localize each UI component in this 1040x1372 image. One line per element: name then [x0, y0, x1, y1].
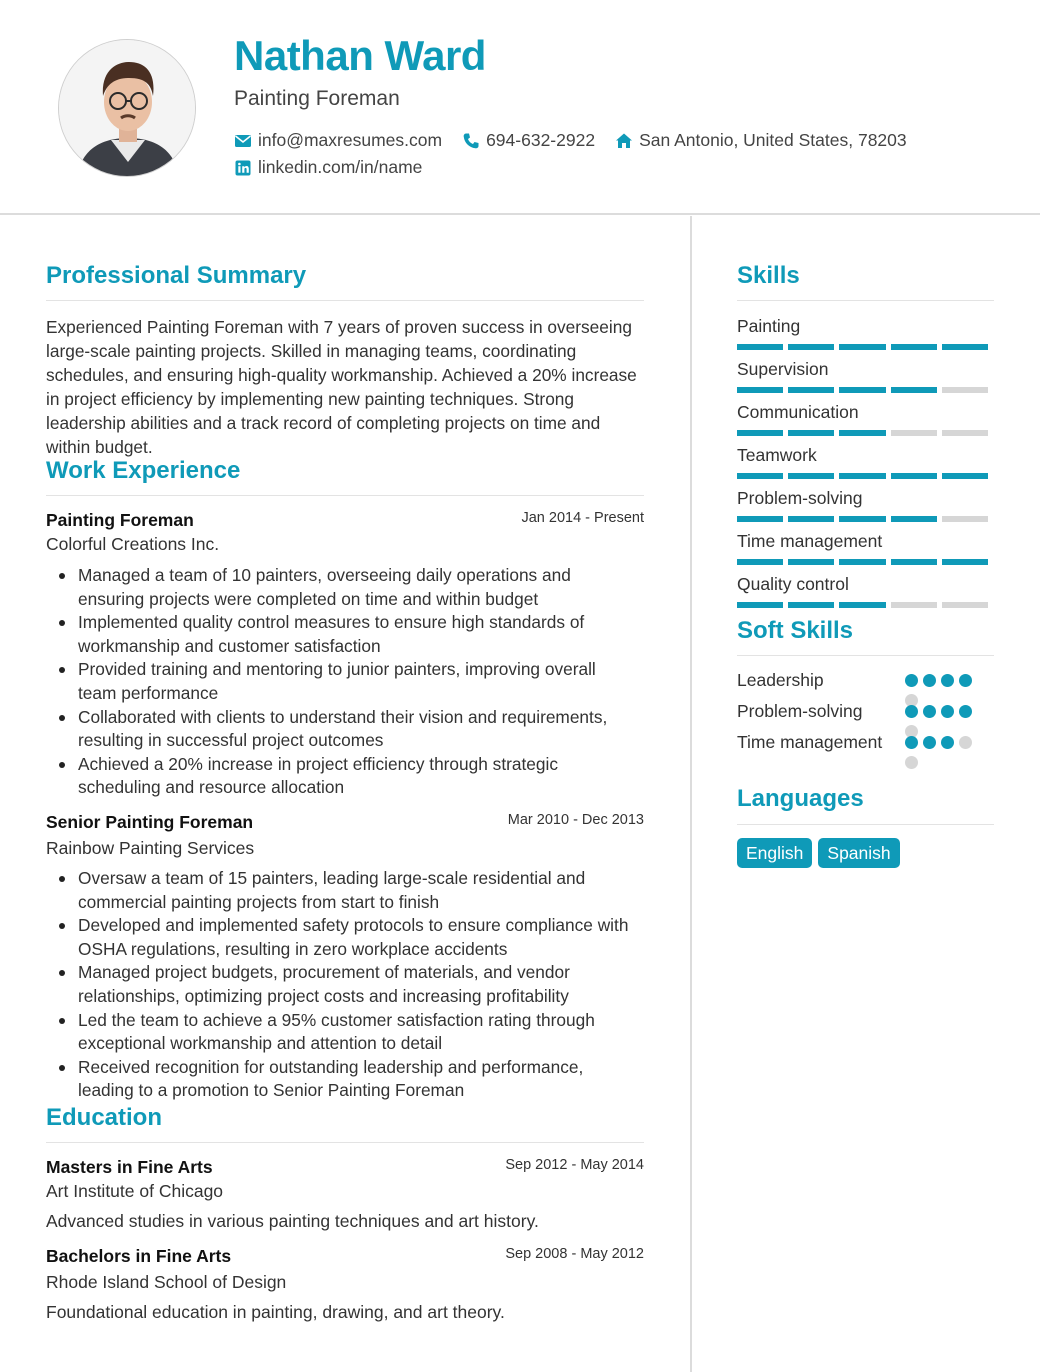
skill-level-segment — [891, 344, 937, 350]
skill-level-segment — [942, 559, 988, 565]
skill-level-segment — [839, 602, 885, 608]
job-title: Painting Foreman — [46, 510, 194, 530]
skill-level-bar — [737, 602, 993, 608]
job-header — [46, 510, 644, 531]
skill-level-segment — [891, 559, 937, 565]
rating-dot — [923, 705, 936, 718]
linkedin-icon — [234, 159, 252, 177]
degree-title: Bachelors in Fine Arts — [46, 1246, 232, 1266]
skill-level-segment — [737, 344, 783, 350]
contact-location — [615, 130, 907, 151]
job-date: Jan 2014 - Present — [521, 510, 644, 526]
degree-title: Masters in Fine Arts — [46, 1157, 213, 1177]
school-name: Rhode Island School of Design — [46, 1272, 287, 1292]
skill-level-segment — [891, 430, 937, 436]
bullet-item: Managed project budgets, procurement of materials, and vendor relationships, optimizing project costs and increasing profitability — [46, 961, 636, 1008]
education-heading: Education — [46, 1104, 163, 1131]
summary-heading: Professional Summary — [46, 262, 307, 289]
education-description: Foundational education in painting, drawing, and art theory. — [46, 1302, 505, 1322]
skill-level-segment — [788, 473, 834, 479]
rating-dot — [941, 674, 954, 687]
resume-header — [0, 0, 1040, 215]
skill-name: Problem-solving — [737, 488, 863, 508]
skill-level-segment — [788, 430, 834, 436]
skills-heading: Skills — [737, 262, 800, 289]
skill-level-segment — [839, 473, 885, 479]
bullet-item: Provided training and mentoring to junior painters, improving overall team performance — [46, 658, 636, 705]
bullet-item: Collaborated with clients to understand their vision and requirements, resulting in successful project outcomes — [46, 706, 636, 753]
column-divider — [690, 216, 692, 1372]
rating-dot — [905, 705, 918, 718]
skill-level-segment — [839, 430, 885, 436]
education-rule — [46, 1142, 644, 1143]
summary-text: Experienced Painting Foreman with 7 years of proven success in overseeing large-scale painting projects. Skilled in managing teams, coordinating schedules, and ensuring high-quality workmanship. Achieved a 20% increase in project efficiency by implementing new painting techniques. Strong leadership abilities and a track record of completing projects on time and within budget. — [46, 317, 637, 457]
school-name: Art Institute of Chicago — [46, 1181, 224, 1201]
skill-level-segment — [839, 516, 885, 522]
bullet-item: Received recognition for outstanding leadership and performance, leading to a promotion to Senior Painting Foreman — [46, 1056, 636, 1103]
skill-level-segment — [942, 602, 988, 608]
email-text: info@maxresumes.com — [258, 130, 443, 150]
job-date: Mar 2010 - Dec 2013 — [507, 812, 644, 828]
skill-level-segment — [942, 387, 988, 393]
skill-name: Supervision — [737, 359, 829, 379]
skill-level-segment — [891, 473, 937, 479]
candidate-title: Painting Foreman — [234, 87, 400, 110]
phone-icon — [462, 132, 480, 150]
education-description: Advanced studies in various painting techniques and art history. — [46, 1211, 539, 1231]
languages-list — [737, 838, 906, 868]
skill-level-segment — [788, 344, 834, 350]
education-date: Sep 2008 - May 2012 — [505, 1246, 644, 1262]
contact-email[interactable] — [234, 130, 442, 151]
avatar-portrait-icon — [59, 40, 196, 177]
bullet-item: Oversaw a team of 15 painters, leading large-scale residential and commercial painting projects from start to finish — [46, 867, 636, 914]
job-title: Senior Painting Foreman — [46, 812, 254, 832]
languages-rule — [737, 824, 994, 825]
contact-row-secondary — [234, 157, 442, 178]
skill-level-segment — [737, 430, 783, 436]
work-rule — [46, 495, 644, 496]
skill-level-segment — [737, 559, 783, 565]
bullet-item: Achieved a 20% increase in project efficiency through strategic scheduling and resource allocation — [46, 753, 636, 800]
bullet-item: Developed and implemented safety protocols to ensure compliance with OSHA regulations, resulting in zero workplace accidents — [46, 914, 636, 961]
language-badge: English — [737, 838, 812, 868]
summary-rule — [46, 300, 644, 301]
soft-skills-heading: Soft Skills — [737, 617, 854, 644]
rating-dot — [905, 674, 918, 687]
skill-level-segment — [839, 559, 885, 565]
job-header — [46, 812, 644, 833]
education-header — [46, 1157, 644, 1178]
work-heading: Work Experience — [46, 457, 241, 484]
skill-level-segment — [891, 516, 937, 522]
rating-dot — [941, 736, 954, 749]
skill-name: Time management — [737, 531, 883, 551]
soft-skill-name: Leadership — [737, 670, 824, 690]
skill-level-segment — [891, 602, 937, 608]
skill-level-segment — [942, 516, 988, 522]
skill-level-segment — [839, 387, 885, 393]
job-bullets — [46, 564, 636, 800]
rating-dot — [959, 705, 972, 718]
skill-level-bar — [737, 430, 993, 436]
job-company: Colorful Creations Inc. — [46, 534, 220, 554]
bullet-item: Implemented quality control measures to ensure high standards of workmanship and customer satisfaction — [46, 611, 636, 658]
skill-level-segment — [942, 473, 988, 479]
rating-dot — [959, 736, 972, 749]
skill-level-segment — [737, 387, 783, 393]
linkedin-text: linkedin.com/in/name — [258, 157, 423, 177]
skill-name: Painting — [737, 316, 801, 336]
phone-text: 694-632-2922 — [486, 130, 596, 150]
profile-photo — [58, 39, 196, 177]
skill-name: Communication — [737, 402, 859, 422]
skill-level-segment — [737, 473, 783, 479]
languages-heading: Languages — [737, 785, 864, 812]
skill-level-segment — [788, 387, 834, 393]
contact-linkedin[interactable] — [234, 157, 422, 178]
skill-level-bar — [737, 559, 993, 565]
skill-level-segment — [891, 387, 937, 393]
education-date: Sep 2012 - May 2014 — [505, 1157, 644, 1173]
candidate-name: Nathan Ward — [234, 32, 486, 79]
bullet-item: Led the team to achieve a 95% customer satisfaction rating through exceptional workmanship and attention to detail — [46, 1009, 636, 1056]
skill-level-segment — [788, 559, 834, 565]
rating-dot — [923, 736, 936, 749]
rating-dot — [959, 674, 972, 687]
skill-level-segment — [788, 516, 834, 522]
skill-level-segment — [737, 516, 783, 522]
soft-skills-rule — [737, 655, 994, 656]
skill-level-bar — [737, 473, 993, 479]
skill-level-bar — [737, 516, 993, 522]
soft-skill-name: Problem-solving — [737, 701, 863, 721]
envelope-icon — [234, 132, 252, 150]
language-badge: Spanish — [818, 838, 899, 868]
skill-name: Teamwork — [737, 445, 817, 465]
skill-level-bar — [737, 387, 993, 393]
job-company: Rainbow Painting Services — [46, 838, 255, 858]
skill-level-segment — [839, 344, 885, 350]
job-bullets — [46, 867, 636, 1103]
contact-phone[interactable] — [462, 130, 595, 151]
rating-dot — [923, 674, 936, 687]
skill-level-segment — [942, 430, 988, 436]
contact-row-primary — [234, 130, 927, 151]
education-header — [46, 1246, 644, 1267]
soft-skill-name: Time management — [737, 732, 883, 752]
skill-level-segment — [942, 344, 988, 350]
rating-dot — [905, 736, 918, 749]
skills-rule — [737, 300, 994, 301]
skill-name: Quality control — [737, 574, 849, 594]
home-icon — [615, 132, 633, 150]
location-text: San Antonio, United States, 78203 — [639, 130, 907, 150]
skill-level-bar — [737, 344, 993, 350]
skill-level-segment — [788, 602, 834, 608]
rating-dot — [905, 756, 918, 769]
rating-dot — [941, 705, 954, 718]
bullet-item: Managed a team of 10 painters, overseeing daily operations and ensuring projects were completed on time and within budget — [46, 564, 636, 611]
skill-level-segment — [737, 602, 783, 608]
